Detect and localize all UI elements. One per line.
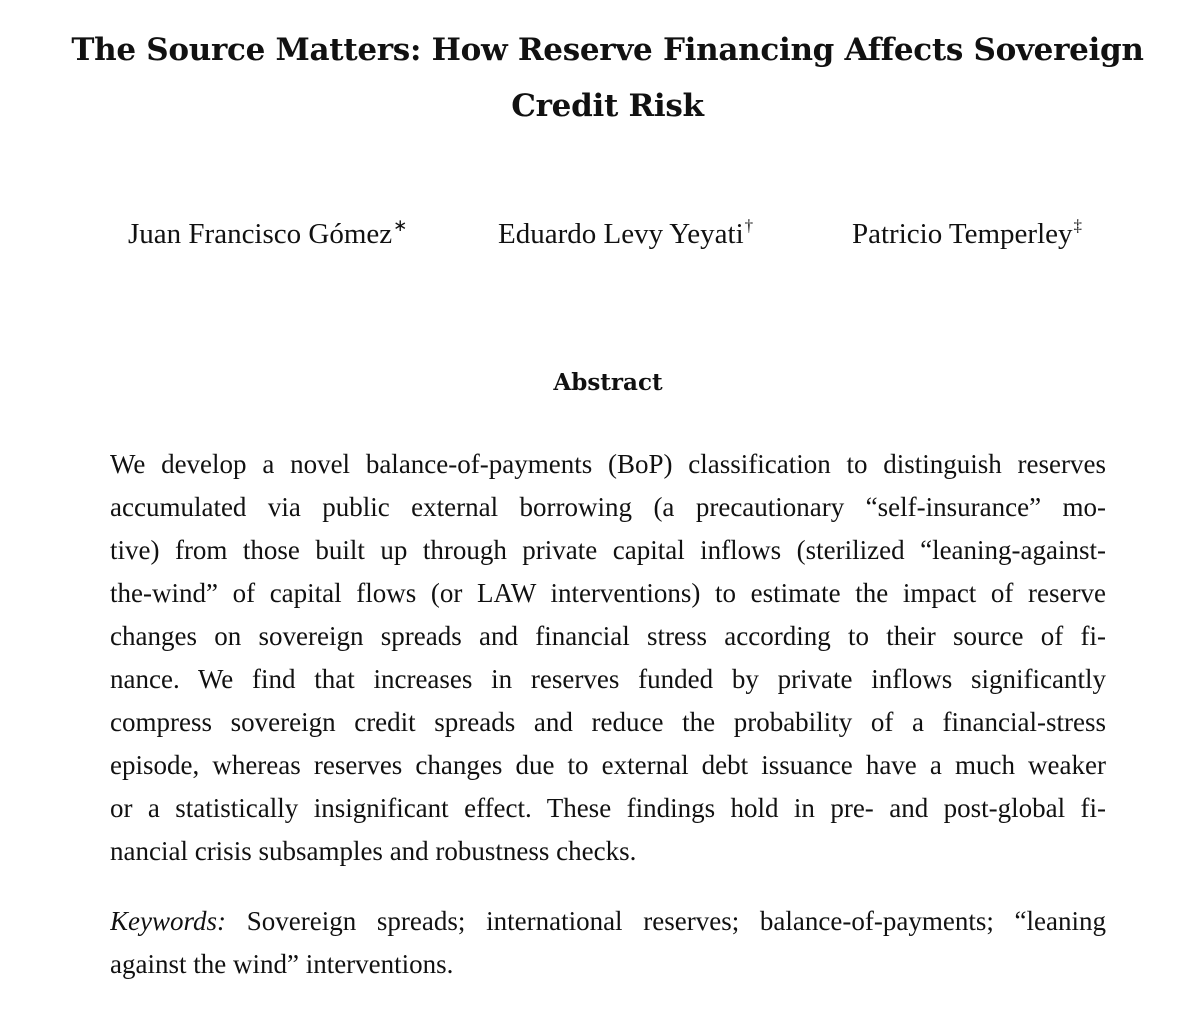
- title-line: Credit Risk: [511, 88, 704, 124]
- abstract-line: nancial crisis subsamples and robustness checks.: [110, 836, 637, 866]
- author-list: [0, 216, 1200, 260]
- abstract-heading: Abstract: [553, 369, 663, 396]
- keywords-line: against the wind” interventions.: [110, 949, 454, 979]
- abstract-text: [110, 443, 1106, 873]
- author-name: Eduardo Levy Yeyati: [498, 218, 744, 250]
- keywords-line: [110, 900, 1106, 943]
- abstract-line: the-wind” of capital flows (or LAW interventions) to estimate the impact of reserve: [110, 578, 1106, 608]
- abstract-line: tive) from those built up through private capital inflows (sterilized “leaning-against-: [110, 535, 1106, 565]
- abstract-line: We develop a novel balance-of-payments (BoP) classification to distinguish reserves: [110, 449, 1106, 479]
- author: [852, 216, 1082, 251]
- keywords: [110, 900, 1106, 986]
- paper-title: [20, 22, 1195, 134]
- abstract-line: compress sovereign credit spreads and reduce the probability of a financial-stress: [110, 707, 1106, 737]
- abstract-line: nance. We find that increases in reserves funded by private inflows significantly: [110, 664, 1106, 694]
- author-footnote-mark[interactable]: ∗: [393, 216, 408, 235]
- abstract-line: or a statistically insignificant effect. These findings hold in pre- and post-global fi-: [110, 793, 1106, 823]
- author: [498, 216, 753, 251]
- keywords-label: Keywords:: [110, 906, 226, 936]
- author: [128, 216, 407, 251]
- abstract-line: accumulated via public external borrowing (a precautionary “self-insurance” mo-: [110, 492, 1106, 522]
- abstract-line: changes on sovereign spreads and financial stress according to their source of fi-: [110, 621, 1106, 651]
- author-footnote-mark[interactable]: †: [744, 216, 754, 235]
- author-name: Patricio Temperley: [852, 218, 1073, 250]
- abstract-line: episode, whereas reserves changes due to external debt issuance have a much weaker: [110, 750, 1106, 780]
- title-line: The Source Matters: How Reserve Financing Affects Sovereign: [71, 32, 1144, 68]
- author-name: Juan Francisco Gómez: [128, 218, 393, 250]
- keywords-text: Sovereign spreads; international reserves; balance-of-payments; “leaning: [246, 906, 1106, 936]
- author-footnote-mark[interactable]: ‡: [1073, 216, 1083, 235]
